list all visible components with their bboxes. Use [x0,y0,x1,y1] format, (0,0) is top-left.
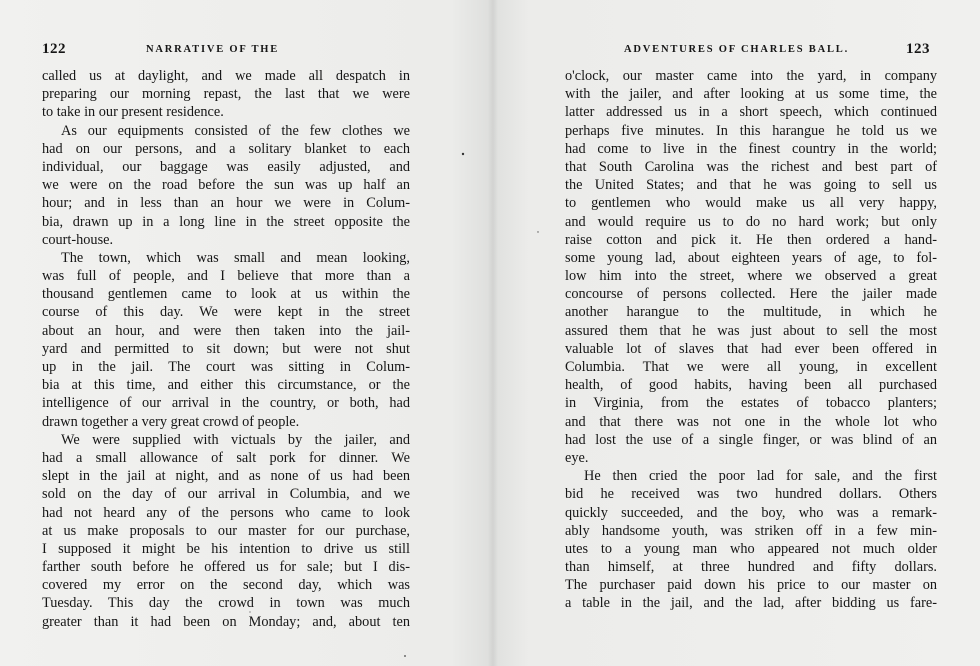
left-page-text-line: Tuesday. This day the crowd in town was much [42,595,410,612]
right-page-text-line: ably handsome youth, was striken off in a few min- [565,522,937,539]
left-page-text-line: As our equipments consisted of the few clothes we [61,122,410,139]
right-page-text-line: perhaps five minutes. In this harangue he told us we [565,122,937,139]
right-page-text-line: low him into the street, where we observed a great [565,268,937,285]
left-page-text-line: we were on the road before the sun was up half an [42,177,410,194]
right-page-text-line: quickly succeeded, and the boy, who was a remark- [565,504,937,521]
left-running-head: NARRATIVE OF THE [146,44,280,55]
left-page-text-line: had a small allowance of salt pork for dinner. We [42,449,410,466]
right-page-text-line: concourse of persons collected. Here the jailer made [565,286,937,303]
left-page-text-line: bia, drawn up in a long line in the street opposite the [42,213,410,230]
right-page-text-line: had lost the use of a single finger, or was blind of an [565,431,937,448]
left-page-text-line: at us make proposals to our master for our purchase, [42,522,410,539]
right-page-text-line: than himself, at three hundred and fifty dollars. [565,559,937,576]
left-page-text-line: I supposed it might be his intention to drive us still [42,540,410,557]
right-page-body [565,67,937,613]
left-page-text-line: thousand gentlemen came to look at us within the [42,286,410,303]
left-page-text-line: We were supplied with victuals by the jailer, and [61,431,410,448]
left-page-body [42,67,410,631]
left-page-text-line: to take in our present residence. [42,104,224,121]
right-page-text-line: assured them that he was just about to sell the most [565,322,937,339]
left-page-text-line: called us at daylight, and we made all despatch in [42,68,410,84]
right-running-head: ADVENTURES OF CHARLES BALL. [624,44,849,55]
right-page-text-line: and that there was not one in the whole lot who [565,413,937,430]
right-page-text-line: health, of good habits, having been all purchased [565,377,937,394]
right-page-number: 123 [906,41,930,57]
left-page-text-line: yard and permitted to sit down; but were not shut [42,340,410,357]
right-page-text-line: that South Carolina was the richest and best part of [565,158,937,175]
right-page-text-line: in Virginia, from the estates of tobacco planters; [565,395,937,412]
right-page [492,0,980,666]
right-page-text-line: a table in the jail, and the lad, after bidding us fare- [565,595,937,612]
left-page-text-line: slept in the jail at night, and as none of us had been [42,468,410,485]
right-page-text-line: had come to live in the finest country in the world; [565,140,937,157]
right-page-text-line: and would require us to do no hard work; but only [565,213,937,230]
left-page-text-line: greater than it had been on Monday; and, about ten [42,613,410,630]
right-page-text-line: Columbia. That we were all young, in excellent [565,359,937,375]
left-page-text-line: The town, which was small and mean looking, [61,249,410,266]
left-page-text-line: intelligence of our arrival in the country, or both, had [42,395,410,412]
right-page-text-line: latter addressed us in a short speech, which continued [565,104,937,121]
left-page-text-line: bia at this time, and either this circumstance, or the [42,377,410,394]
right-page-text-line: raise cotton and pick it. He then ordered a hand- [565,231,937,248]
left-page-text-line: farther south before he offered us for sale; but I dis- [42,559,410,576]
left-page-text-line: sold on the day of our arrival in Columbia, and we [42,486,410,503]
right-page-header [624,41,930,61]
left-page-text-line: hour; and in less than an hour we were in Colum- [42,195,410,212]
right-page-text-line: The purchaser paid down his price to our master on [565,577,937,594]
right-page-text-line: bid he received was two hundred dollars. Others [565,486,937,503]
left-page-text-line: course of this day. We were kept in the street [42,304,410,321]
right-page-text-line: utes to a young man who appeared not much older [565,540,937,557]
left-page-text-line: up in the jail. The court was sitting in Colum- [42,359,410,375]
right-page-text-line: another harangue to the multitude, in which he [565,304,937,321]
left-page-text-line: was full of people, and I believe that more than a [42,268,410,285]
right-page-text-line: the United States; and that he was going to sell us [565,177,937,194]
left-page-text-line: had on our persons, and a solitary blanket to each [42,140,410,157]
left-page-text-line: preparing our morning repast, the last that we were [42,86,410,103]
right-page-text-line: some young lad, about eighteen years of age, to fol- [565,249,937,266]
left-page-text-line: had not heard any of the persons who came to look [42,504,410,521]
left-page-header [42,41,412,61]
left-page-text-line: drawn together a very great crowd of people. [42,413,300,430]
left-page-text-line: individual, our baggage was easily adjusted, and [42,158,410,175]
left-page-text-line: covered my error on the second day, which was [42,577,410,594]
left-page-number: 122 [42,41,66,57]
left-page-text-line: court-house. [42,231,114,248]
right-page-text-line: valuable lot of slaves that had ever been offered in [565,340,937,357]
right-page-text-line: He then cried the poor lad for sale, and the first [584,468,937,485]
right-page-text-line: eye. [565,449,589,466]
left-page-text-line: about an hour, and were then taken into the jail- [42,322,410,339]
right-page-text-line: to gentlemen who would make us all very happy, [565,195,937,212]
right-page-text-line: with the jailer, and after looking at us some time, the [565,86,937,103]
right-page-text-line: o'clock, our master came into the yard, in company [565,68,937,84]
